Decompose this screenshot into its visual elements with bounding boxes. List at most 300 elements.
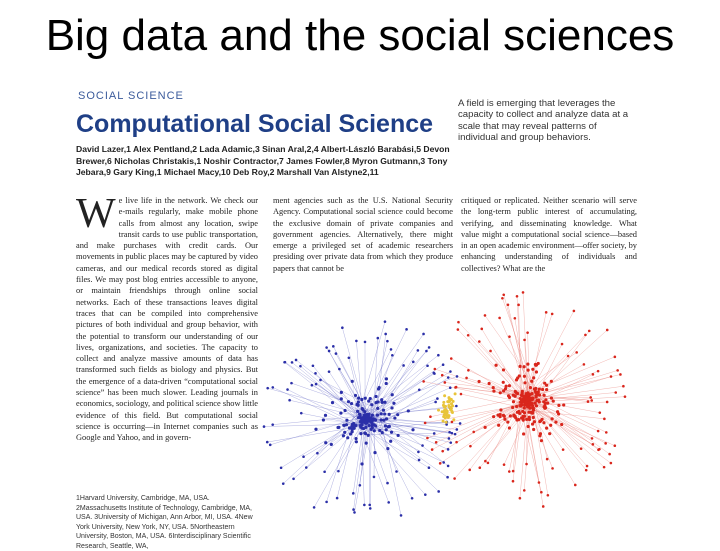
network-node bbox=[386, 447, 389, 450]
network-node bbox=[345, 423, 348, 426]
network-node bbox=[624, 395, 627, 398]
network-node bbox=[520, 399, 523, 402]
slide-title: Big data and the social sciences bbox=[0, 10, 720, 62]
network-node bbox=[515, 391, 518, 394]
network-nodes bbox=[263, 291, 627, 517]
network-node bbox=[361, 408, 364, 411]
network-node bbox=[347, 400, 350, 403]
network-node bbox=[319, 379, 322, 382]
network-node bbox=[597, 370, 600, 373]
network-node bbox=[324, 414, 327, 417]
network-node bbox=[263, 425, 266, 428]
network-node bbox=[442, 363, 445, 366]
network-node bbox=[489, 350, 492, 353]
network-bridge-node bbox=[451, 411, 454, 414]
network-node bbox=[542, 394, 545, 397]
network-node bbox=[435, 441, 438, 444]
network-node bbox=[390, 431, 393, 434]
paper-page-image bbox=[66, 84, 642, 540]
network-edge bbox=[367, 433, 434, 434]
network-node bbox=[590, 399, 593, 402]
network-node bbox=[386, 340, 389, 343]
network-node bbox=[391, 354, 394, 357]
network-node bbox=[503, 415, 506, 418]
network-node bbox=[512, 480, 515, 483]
network-node bbox=[534, 363, 537, 366]
network-edge bbox=[358, 376, 457, 414]
network-node bbox=[472, 431, 475, 434]
network-node bbox=[503, 463, 506, 466]
network-node bbox=[588, 330, 591, 333]
network-bridge-node bbox=[443, 406, 446, 409]
network-node bbox=[421, 444, 424, 447]
network-node bbox=[364, 341, 367, 344]
network-node bbox=[534, 391, 537, 394]
network-node bbox=[387, 425, 390, 428]
network-node bbox=[603, 418, 606, 421]
network-node bbox=[537, 362, 540, 365]
network-node bbox=[392, 402, 395, 405]
network-node bbox=[322, 418, 325, 421]
network-bridge-node bbox=[443, 394, 446, 397]
network-node bbox=[364, 397, 367, 400]
paper-title: Computational Social Science bbox=[76, 110, 433, 139]
network-node bbox=[583, 363, 586, 366]
network-edge bbox=[380, 415, 401, 515]
network-node bbox=[286, 388, 289, 391]
network-node bbox=[503, 418, 506, 421]
network-node bbox=[538, 400, 541, 403]
network-node bbox=[517, 418, 520, 421]
network-node bbox=[526, 331, 529, 334]
network-node bbox=[340, 397, 343, 400]
network-node bbox=[513, 415, 516, 418]
network-node bbox=[516, 411, 519, 414]
network-bridge-node bbox=[442, 420, 445, 423]
network-bridge-node bbox=[445, 421, 448, 424]
network-node bbox=[378, 429, 381, 432]
network-bridge-node bbox=[445, 412, 448, 415]
network-node bbox=[338, 368, 341, 371]
network-node bbox=[522, 395, 525, 398]
body-column-1 bbox=[76, 195, 258, 497]
network-node bbox=[371, 414, 374, 417]
network-node bbox=[341, 326, 344, 329]
network-node bbox=[459, 422, 462, 425]
network-node bbox=[390, 406, 393, 409]
network-node bbox=[454, 433, 457, 436]
network-node bbox=[531, 368, 534, 371]
network-node bbox=[455, 441, 458, 444]
network-node bbox=[450, 357, 453, 360]
network-node bbox=[531, 392, 534, 395]
network-node bbox=[428, 466, 431, 469]
network-bridge-node bbox=[452, 418, 455, 421]
network-node bbox=[532, 376, 535, 379]
network-node bbox=[393, 416, 396, 419]
network-node bbox=[557, 412, 560, 415]
network-node bbox=[539, 432, 542, 435]
network-node bbox=[384, 333, 387, 336]
network-node bbox=[384, 320, 387, 323]
network-node bbox=[557, 404, 560, 407]
network-node bbox=[580, 447, 583, 450]
network-node bbox=[573, 310, 576, 313]
network-bridge-node bbox=[447, 400, 450, 403]
network-node bbox=[400, 514, 403, 517]
network-node bbox=[425, 350, 428, 353]
network-node bbox=[560, 423, 563, 426]
network-node bbox=[356, 410, 359, 413]
network-bridge-node bbox=[454, 392, 457, 395]
network-node bbox=[521, 410, 524, 413]
network-node bbox=[316, 452, 319, 455]
network-node bbox=[622, 385, 625, 388]
network-node bbox=[373, 476, 376, 479]
network-node bbox=[439, 462, 442, 465]
network-node bbox=[562, 448, 565, 451]
network-edge bbox=[534, 331, 589, 407]
network-node bbox=[446, 476, 449, 479]
network-node bbox=[518, 374, 521, 377]
network-node bbox=[266, 387, 269, 390]
network-node bbox=[314, 372, 317, 375]
network-node bbox=[311, 384, 314, 387]
network-node bbox=[457, 321, 460, 324]
network-edge bbox=[504, 295, 530, 390]
network-node bbox=[508, 470, 511, 473]
network-node bbox=[377, 337, 380, 340]
network-node bbox=[528, 418, 531, 421]
network-edge bbox=[268, 388, 366, 415]
network-node bbox=[456, 375, 459, 378]
network-node bbox=[531, 397, 534, 400]
network-node bbox=[514, 317, 517, 320]
network-node bbox=[332, 345, 335, 348]
network-node bbox=[542, 421, 545, 424]
network-node bbox=[523, 365, 526, 368]
network-node bbox=[546, 402, 549, 405]
network-node bbox=[546, 458, 549, 461]
network-node bbox=[499, 391, 502, 394]
network-node bbox=[585, 469, 588, 472]
network-node bbox=[604, 442, 607, 445]
network-node bbox=[521, 390, 524, 393]
network-node bbox=[616, 369, 619, 372]
network-node bbox=[390, 348, 393, 351]
network-node bbox=[396, 413, 399, 416]
network-node bbox=[346, 436, 349, 439]
network-node bbox=[402, 364, 405, 367]
network-node bbox=[431, 448, 434, 451]
network-node bbox=[502, 368, 505, 371]
network-node bbox=[484, 426, 487, 429]
network-node bbox=[511, 406, 514, 409]
network-node bbox=[584, 334, 587, 337]
network-node bbox=[502, 381, 505, 384]
network-node bbox=[383, 401, 386, 404]
network-node bbox=[428, 346, 431, 349]
network-node bbox=[477, 380, 480, 383]
network-node bbox=[591, 437, 594, 440]
network-node bbox=[284, 361, 287, 364]
network-graph-figure bbox=[262, 280, 642, 540]
network-node bbox=[451, 432, 454, 435]
network-node bbox=[519, 497, 522, 500]
network-edge bbox=[285, 362, 368, 419]
network-node bbox=[545, 311, 548, 314]
network-node bbox=[522, 432, 525, 435]
network-node bbox=[380, 412, 383, 415]
network-node bbox=[339, 411, 342, 414]
network-node bbox=[368, 504, 371, 507]
network-node bbox=[433, 432, 436, 435]
network-node bbox=[312, 364, 315, 367]
network-node bbox=[538, 481, 541, 484]
network-node bbox=[447, 465, 450, 468]
network-node bbox=[314, 428, 317, 431]
network-node bbox=[305, 466, 308, 469]
network-node bbox=[411, 497, 414, 500]
network-node bbox=[426, 437, 429, 440]
network-node bbox=[441, 374, 444, 377]
network-node bbox=[529, 401, 532, 404]
affiliation-footnotes: 1Harvard University, Cambridge, MA, USA. 2Massachusetts Institute of Technology, Cambridge, MA, USA. 3University of Michigan, Ann Arbor, MI, USA. 4New York University, New York, NY, USA. 5Northeastern University, Boston, MA, USA. 6Interdisciplinary Scientific Research, Seattle, WA, bbox=[76, 494, 258, 551]
network-node bbox=[567, 355, 570, 358]
network-node bbox=[605, 431, 608, 434]
network-node bbox=[340, 391, 343, 394]
network-node bbox=[355, 403, 358, 406]
network-node bbox=[515, 378, 518, 381]
network-node bbox=[386, 482, 389, 485]
network-node bbox=[313, 506, 316, 509]
network-node bbox=[523, 381, 526, 384]
network-node bbox=[302, 455, 305, 458]
network-node bbox=[523, 375, 526, 378]
network-node bbox=[432, 371, 435, 374]
network-node bbox=[456, 428, 459, 431]
network-node bbox=[518, 365, 521, 368]
network-node bbox=[291, 361, 294, 364]
network-node bbox=[531, 406, 534, 409]
network-node bbox=[532, 416, 535, 419]
body-column-3: critiqued or replicated. Neither scenario will serve the long-term public interest of accumulating, verifying, and disseminating knowledge. What value might a computational social science—based in an open academic environment—offer society, by enhancing understanding of individuals and collectives? What are the bbox=[461, 195, 637, 277]
network-node bbox=[343, 409, 346, 412]
network-node bbox=[547, 494, 550, 497]
network-node bbox=[407, 409, 410, 412]
network-node bbox=[429, 415, 432, 418]
network-node bbox=[520, 403, 523, 406]
network-node bbox=[508, 396, 511, 399]
network-node bbox=[370, 403, 373, 406]
network-node bbox=[352, 508, 355, 511]
network-edge bbox=[354, 433, 365, 509]
network-node bbox=[516, 295, 519, 298]
network-node bbox=[498, 317, 501, 320]
network-node bbox=[379, 418, 382, 421]
network-node bbox=[534, 402, 537, 405]
network-node bbox=[447, 376, 450, 379]
network-node bbox=[290, 382, 293, 385]
network-node bbox=[467, 334, 470, 337]
network-node bbox=[368, 424, 371, 427]
network-node bbox=[526, 405, 529, 408]
network-node bbox=[418, 459, 421, 462]
network-node bbox=[328, 370, 331, 373]
network-node bbox=[369, 507, 372, 510]
network-node bbox=[373, 451, 376, 454]
network-node bbox=[271, 386, 274, 389]
network-node bbox=[388, 413, 391, 416]
network-node bbox=[383, 412, 386, 415]
network-node bbox=[385, 377, 388, 380]
network-node bbox=[367, 400, 370, 403]
network-edge bbox=[527, 357, 614, 393]
network-node bbox=[363, 504, 366, 507]
network-node bbox=[502, 389, 505, 392]
network-node bbox=[508, 335, 511, 338]
network-node bbox=[509, 414, 512, 417]
network-node bbox=[552, 399, 555, 402]
network-node bbox=[610, 462, 613, 465]
network-node bbox=[374, 424, 377, 427]
network-node bbox=[360, 462, 363, 465]
network-node bbox=[542, 505, 545, 508]
network-node bbox=[365, 441, 368, 444]
network-node bbox=[597, 430, 600, 433]
network-node bbox=[488, 382, 491, 385]
network-node bbox=[282, 482, 285, 485]
network-node bbox=[449, 386, 452, 389]
network-node bbox=[592, 443, 595, 446]
network-node bbox=[269, 444, 272, 447]
network-node bbox=[397, 434, 400, 437]
network-node bbox=[387, 501, 390, 504]
network-node bbox=[376, 407, 379, 410]
network-bridge-node bbox=[448, 397, 451, 400]
network-node bbox=[292, 477, 295, 480]
network-node bbox=[354, 394, 357, 397]
network-node bbox=[380, 398, 383, 401]
network-node bbox=[337, 426, 340, 429]
network-node bbox=[525, 392, 528, 395]
network-node bbox=[355, 440, 358, 443]
network-node bbox=[522, 291, 525, 294]
network-node bbox=[527, 369, 530, 372]
network-node bbox=[542, 400, 545, 403]
network-node bbox=[512, 400, 515, 403]
body-text-1: e live life in the network. We check our e-mails regularly, make mobile phone calls from almost any location, swipe transit cards to use public transportation, and make purchases with credit cards. Our movements in public places may be captured by video cameras, and our medical records stored as digital files. We may post blog entries accessible to anyone, or maintain friendships through online social networks. Each of these transactions leaves digital traces that can be compiled into comprehensive pictures of both individual and group behavior, with the potential to transform our understanding of our lives, organizations, and societies. The capacity to collect and analyze massive amounts of data has transformed such fields as biology and physics. But the emergence of a data-driven “computational social science” has been much slower. Leading journals in economics, sociology, and political science show little evidence of this field. But computational social science is occurring—in Internet companies such as Google and Yahoo, and in govern- bbox=[76, 196, 258, 442]
network-node bbox=[492, 390, 495, 393]
network-node bbox=[360, 398, 363, 401]
network-node bbox=[494, 364, 497, 367]
network-node bbox=[418, 388, 421, 391]
network-node bbox=[424, 493, 427, 496]
network-node bbox=[374, 395, 377, 398]
network-node bbox=[551, 417, 554, 420]
section-kicker: SOCIAL SCIENCE bbox=[78, 90, 184, 102]
network-node bbox=[405, 328, 408, 331]
network-node bbox=[480, 328, 483, 331]
network-node bbox=[324, 441, 327, 444]
network-node bbox=[448, 437, 451, 440]
network-node bbox=[370, 428, 373, 431]
network-node bbox=[422, 380, 425, 383]
network-node bbox=[460, 393, 463, 396]
network-node bbox=[535, 404, 538, 407]
network-node bbox=[523, 406, 526, 409]
network-node bbox=[351, 380, 354, 383]
network-node bbox=[540, 439, 543, 442]
network-node bbox=[532, 428, 535, 431]
network-node bbox=[506, 420, 509, 423]
network-node bbox=[610, 375, 613, 378]
network-node bbox=[603, 466, 606, 469]
network-node bbox=[337, 470, 340, 473]
network-node bbox=[508, 426, 511, 429]
network-node bbox=[266, 441, 269, 444]
network-node bbox=[351, 430, 354, 433]
network-node bbox=[350, 402, 353, 405]
network-node bbox=[417, 349, 420, 352]
network-node bbox=[492, 386, 495, 389]
network-node bbox=[551, 467, 554, 470]
network-node bbox=[442, 461, 445, 464]
network-node bbox=[411, 428, 414, 431]
network-node bbox=[492, 415, 495, 418]
network-node bbox=[512, 470, 515, 473]
network-node bbox=[554, 420, 557, 423]
network-node bbox=[352, 492, 355, 495]
network-bridge-node bbox=[445, 408, 448, 411]
network-node bbox=[434, 368, 437, 371]
network-node bbox=[325, 501, 328, 504]
network-node bbox=[373, 429, 376, 432]
network-bridge-node bbox=[437, 409, 440, 412]
network-node bbox=[484, 460, 487, 463]
network-edges bbox=[264, 292, 625, 515]
network-node bbox=[360, 423, 363, 426]
network-node bbox=[417, 451, 420, 454]
network-node bbox=[574, 484, 577, 487]
network-node bbox=[529, 411, 532, 414]
network-node bbox=[424, 422, 427, 425]
network-node bbox=[527, 425, 530, 428]
network-node bbox=[354, 437, 357, 440]
network-node bbox=[444, 381, 447, 384]
network-node bbox=[517, 304, 520, 307]
network-node bbox=[389, 440, 392, 443]
network-node bbox=[525, 418, 528, 421]
network-node bbox=[545, 427, 548, 430]
network-node bbox=[586, 465, 589, 468]
network-node bbox=[562, 403, 565, 406]
network-node bbox=[351, 425, 354, 428]
network-node bbox=[271, 423, 274, 426]
network-node bbox=[544, 406, 547, 409]
network-node bbox=[377, 387, 380, 390]
network-node bbox=[457, 328, 460, 331]
network-node bbox=[451, 421, 454, 424]
network-edge bbox=[281, 412, 373, 468]
network-node bbox=[523, 339, 526, 342]
body-column-2: ment agencies such as the U.S. National Security Agency. Computational social science could become the exclusive domain of private companies and government agencies. Alternatively, there might emerge a privileged set of academic researchers presiding over private data from which they produce papers that cannot be bbox=[273, 195, 453, 277]
network-node bbox=[587, 400, 590, 403]
network-bridge-node bbox=[444, 416, 447, 419]
network-node bbox=[505, 385, 508, 388]
network-bridge-node bbox=[442, 401, 445, 404]
network-node bbox=[548, 432, 551, 435]
